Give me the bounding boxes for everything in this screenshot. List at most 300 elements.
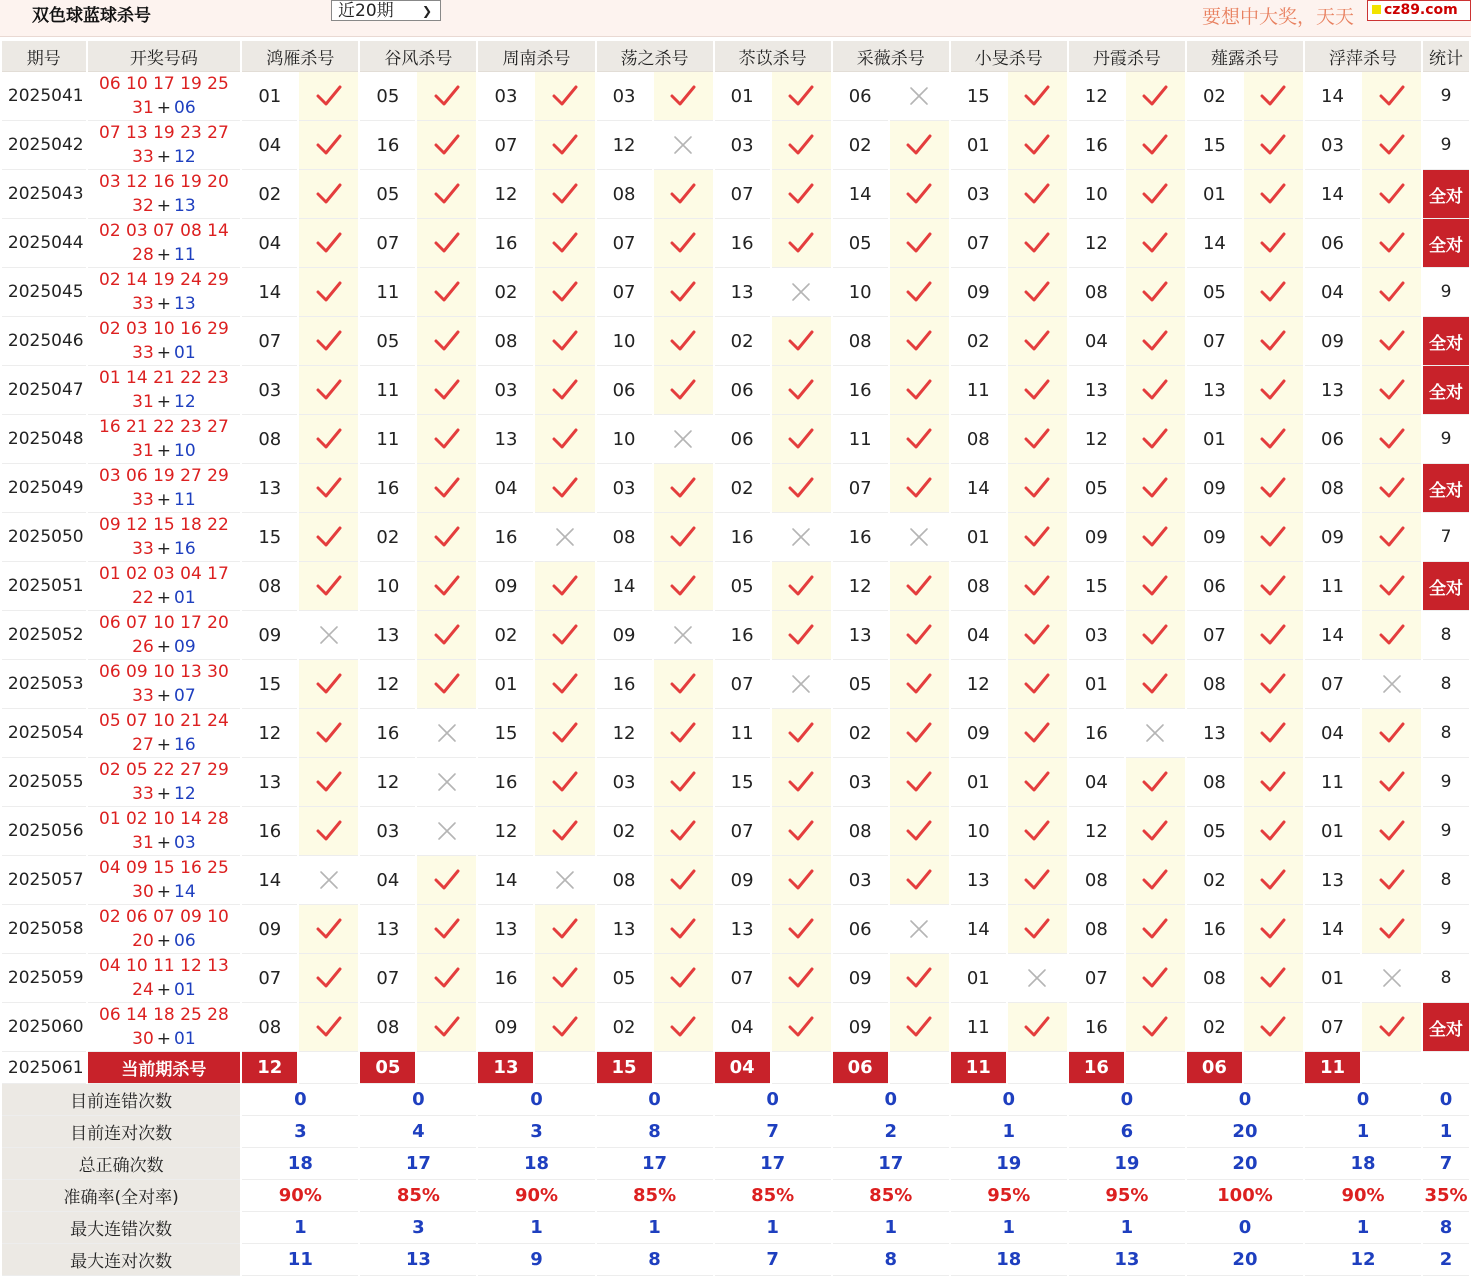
table-row [2, 562, 1469, 611]
current-kill-number: 05 [360, 1052, 415, 1084]
check-icon [1126, 317, 1185, 366]
blue-ball: 01 [174, 588, 196, 608]
check-icon [1126, 1003, 1185, 1052]
red-ball-6: 33 [132, 539, 154, 559]
check-icon [1244, 219, 1303, 268]
kill-number: 03 [833, 758, 888, 807]
check-icon [772, 562, 831, 611]
kill-number: 05 [360, 317, 415, 366]
current-kill-blank [890, 1052, 949, 1084]
kill-number: 08 [242, 562, 297, 611]
check-icon [1362, 219, 1421, 268]
kill-number: 14 [833, 170, 888, 219]
summary-label: 目前连错次数 [2, 1084, 240, 1116]
kill-number: 16 [833, 366, 888, 415]
plus-sign: + [156, 294, 172, 314]
cross-icon [890, 513, 949, 562]
period-cell: 2025049 [2, 464, 86, 513]
period-cell: 2025045 [2, 268, 86, 317]
summary-label: 总正确次数 [2, 1148, 240, 1180]
period-cell: 2025052 [2, 611, 86, 660]
summary-value: 0 [715, 1084, 831, 1116]
table-row [2, 905, 1469, 954]
current-kill-number: 16 [1069, 1052, 1124, 1084]
draw-line-2 [88, 488, 241, 512]
check-icon [1244, 709, 1303, 758]
check-icon [1008, 415, 1067, 464]
check-icon [299, 709, 358, 758]
draw-line-2 [88, 782, 241, 806]
plus-sign: + [156, 98, 172, 118]
period-cell: 2025059 [2, 954, 86, 1003]
check-icon [1244, 856, 1303, 905]
kill-number: 15 [715, 758, 770, 807]
summary-value: 1 [1423, 1116, 1469, 1148]
check-icon [299, 464, 358, 513]
check-icon [772, 415, 831, 464]
kill-number: 09 [715, 856, 770, 905]
stat-cell: 9 [1423, 807, 1469, 856]
check-icon [1362, 1003, 1421, 1052]
plus-sign: + [156, 245, 172, 265]
check-icon [535, 1003, 594, 1052]
check-icon [1126, 807, 1185, 856]
summary-value: 0 [1423, 1084, 1469, 1116]
check-icon [417, 562, 476, 611]
current-stat-blank [1423, 1052, 1469, 1084]
plus-sign: + [156, 490, 172, 510]
current-kill-number: 12 [242, 1052, 297, 1084]
period-cell: 2025041 [2, 72, 86, 121]
draw-line-2 [88, 243, 241, 267]
check-icon [1008, 660, 1067, 709]
stat-cell: 全对 [1423, 366, 1469, 415]
kill-number: 08 [597, 513, 652, 562]
kill-number: 14 [1305, 72, 1360, 121]
kill-number: 16 [360, 709, 415, 758]
check-icon [417, 611, 476, 660]
check-icon [890, 464, 949, 513]
check-icon [890, 268, 949, 317]
kill-number: 01 [1069, 660, 1124, 709]
plus-sign: + [156, 343, 172, 363]
red-ball-6: 31 [132, 833, 154, 853]
plus-sign: + [156, 637, 172, 657]
current-kill-blank [535, 1052, 594, 1084]
red-balls-line-1: 02 03 10 16 29 [99, 319, 229, 339]
kill-number: 12 [242, 709, 297, 758]
summary-value: 7 [1423, 1148, 1469, 1180]
check-icon [417, 72, 476, 121]
draw-line-2 [88, 194, 241, 218]
check-icon [535, 709, 594, 758]
stat-cell: 全对 [1423, 562, 1469, 611]
red-ball-6: 26 [132, 637, 154, 657]
check-icon [654, 660, 713, 709]
kill-number: 02 [597, 1003, 652, 1052]
slogan-text: 要想中大奖，天天 [1202, 6, 1355, 28]
draw-numbers [88, 954, 241, 1003]
check-icon [1244, 415, 1303, 464]
red-ball-6: 33 [132, 294, 154, 314]
kill-number: 04 [951, 611, 1006, 660]
top-bar [0, 0, 1471, 37]
summary-value: 17 [360, 1148, 476, 1180]
check-icon [1362, 856, 1421, 905]
check-icon [1244, 464, 1303, 513]
check-icon [890, 366, 949, 415]
draw-numbers [88, 758, 241, 807]
kill-number: 07 [951, 219, 1006, 268]
kill-number: 15 [1187, 121, 1242, 170]
kill-number: 06 [1305, 219, 1360, 268]
blue-ball: 11 [174, 490, 196, 510]
draw-numbers [88, 709, 241, 758]
kill-number: 03 [1069, 611, 1124, 660]
site-badge[interactable] [1367, 0, 1471, 21]
check-icon [772, 611, 831, 660]
summary-value: 95% [1069, 1180, 1185, 1212]
kill-number: 08 [1069, 856, 1124, 905]
summary-value: 0 [1305, 1084, 1421, 1116]
kill-number: 02 [478, 611, 533, 660]
check-icon [654, 317, 713, 366]
kill-number: 05 [360, 170, 415, 219]
kill-number: 08 [951, 415, 1006, 464]
check-icon [299, 170, 358, 219]
red-balls-line-1: 09 12 15 18 22 [99, 515, 229, 535]
kill-number: 12 [1069, 219, 1124, 268]
kill-number: 04 [1069, 758, 1124, 807]
check-icon [1362, 415, 1421, 464]
summary-value: 0 [1069, 1084, 1185, 1116]
summary-value: 3 [242, 1116, 358, 1148]
check-icon [772, 954, 831, 1003]
plus-sign: + [156, 686, 172, 706]
kill-number: 12 [478, 807, 533, 856]
kill-number: 16 [478, 513, 533, 562]
check-icon [1126, 611, 1185, 660]
blue-ball: 01 [174, 1029, 196, 1049]
plus-sign: + [156, 882, 172, 902]
check-icon [417, 170, 476, 219]
check-icon [417, 905, 476, 954]
kill-number: 09 [478, 1003, 533, 1052]
site-link: cz89.com [1384, 2, 1458, 18]
check-icon [890, 856, 949, 905]
red-ball-6: 28 [132, 245, 154, 265]
kill-number: 13 [478, 905, 533, 954]
check-icon [890, 317, 949, 366]
table-row [2, 954, 1469, 1003]
kill-number: 05 [1069, 464, 1124, 513]
kill-number: 07 [1305, 1003, 1360, 1052]
current-kill-blank [417, 1052, 476, 1084]
kill-number: 14 [478, 856, 533, 905]
cross-icon [417, 807, 476, 856]
red-ball-6: 31 [132, 392, 154, 412]
plus-sign: + [156, 588, 172, 608]
table-row [2, 807, 1469, 856]
summary-row [2, 1212, 1469, 1244]
draw-numbers [88, 121, 241, 170]
summary-value: 1 [1305, 1212, 1421, 1244]
period-cell: 2025050 [2, 513, 86, 562]
summary-row [2, 1244, 1469, 1276]
kill-number: 07 [833, 464, 888, 513]
draw-numbers [88, 366, 241, 415]
draw-line-2 [88, 978, 241, 1002]
current-kill-number: 04 [715, 1052, 770, 1084]
kill-number: 07 [597, 268, 652, 317]
check-icon [1244, 317, 1303, 366]
check-icon [535, 562, 594, 611]
summary-label: 最大连错次数 [2, 1212, 240, 1244]
check-icon [890, 1003, 949, 1052]
summary-value: 3 [360, 1212, 476, 1244]
summary-value: 0 [1187, 1084, 1303, 1116]
kill-number: 08 [1069, 905, 1124, 954]
table-row [2, 856, 1469, 905]
check-icon [1008, 758, 1067, 807]
kill-number: 14 [1305, 611, 1360, 660]
current-period [2, 1052, 1469, 1084]
draw-numbers [88, 513, 241, 562]
current-kill-blank [772, 1052, 831, 1084]
period-cell: 2025047 [2, 366, 86, 415]
kill-number: 01 [715, 72, 770, 121]
red-balls-line-1: 04 09 15 16 25 [99, 858, 229, 878]
cross-icon [654, 611, 713, 660]
kill-number: 02 [478, 268, 533, 317]
column-header: 苶苡杀号 [715, 41, 831, 72]
current-row [2, 1052, 1469, 1084]
cross-icon [1126, 709, 1185, 758]
period-cell: 2025042 [2, 121, 86, 170]
cross-icon [772, 660, 831, 709]
period-cell: 2025058 [2, 905, 86, 954]
cross-icon [1008, 954, 1067, 1003]
check-icon [417, 415, 476, 464]
check-icon [1126, 268, 1185, 317]
check-icon [772, 1003, 831, 1052]
kill-number: 16 [715, 513, 770, 562]
plus-sign: + [156, 735, 172, 755]
summary-value: 90% [242, 1180, 358, 1212]
cross-icon [417, 758, 476, 807]
kill-number: 16 [1069, 1003, 1124, 1052]
kill-number: 04 [715, 1003, 770, 1052]
check-icon [1126, 562, 1185, 611]
column-header: 采薇杀号 [833, 41, 949, 72]
summary-value: 1 [833, 1212, 949, 1244]
check-icon [1126, 905, 1185, 954]
cross-icon [1362, 954, 1421, 1003]
kill-number: 07 [597, 219, 652, 268]
check-icon [772, 758, 831, 807]
summary-value: 18 [951, 1244, 1067, 1276]
draw-line-2 [88, 537, 241, 561]
kill-number: 03 [597, 758, 652, 807]
draw-line-2 [88, 831, 241, 855]
table-row [2, 121, 1469, 170]
current-kill-label: 当前期杀号 [88, 1052, 241, 1084]
check-icon [299, 758, 358, 807]
blue-ball: 01 [174, 343, 196, 363]
kill-number: 07 [1305, 660, 1360, 709]
kill-number: 16 [478, 954, 533, 1003]
summary-value: 2 [1423, 1244, 1469, 1276]
kill-number: 09 [1187, 513, 1242, 562]
check-icon [1126, 366, 1185, 415]
kill-number: 04 [1069, 317, 1124, 366]
check-icon [1008, 219, 1067, 268]
stat-cell: 8 [1423, 709, 1469, 758]
check-icon [1244, 366, 1303, 415]
check-icon [417, 954, 476, 1003]
red-balls-line-1: 03 12 16 19 20 [99, 172, 229, 192]
check-icon [417, 660, 476, 709]
draw-numbers [88, 660, 241, 709]
kill-number: 09 [1187, 464, 1242, 513]
kill-number: 16 [478, 219, 533, 268]
red-ball-6: 32 [132, 196, 154, 216]
kill-number: 14 [951, 905, 1006, 954]
current-kill-number: 15 [597, 1052, 652, 1084]
red-ball-6: 31 [132, 441, 154, 461]
kill-number: 03 [597, 464, 652, 513]
blue-ball: 13 [174, 196, 196, 216]
check-icon [890, 121, 949, 170]
kill-number: 01 [1305, 807, 1360, 856]
check-icon [1244, 513, 1303, 562]
check-icon [654, 562, 713, 611]
check-icon [1362, 268, 1421, 317]
draw-line-2 [88, 929, 241, 953]
check-icon [299, 513, 358, 562]
red-ball-6: 24 [132, 980, 154, 1000]
summary-label: 最大连对次数 [2, 1244, 240, 1276]
blue-ball: 12 [174, 392, 196, 412]
check-icon [1244, 905, 1303, 954]
summary-value: 1 [951, 1116, 1067, 1148]
kill-number: 12 [360, 660, 415, 709]
check-icon [1244, 611, 1303, 660]
stat-cell: 全对 [1423, 464, 1469, 513]
draw-numbers [88, 170, 241, 219]
kill-number: 15 [478, 709, 533, 758]
kill-number: 10 [1069, 170, 1124, 219]
plus-sign: + [156, 833, 172, 853]
kill-number: 04 [478, 464, 533, 513]
check-icon [890, 611, 949, 660]
draw-numbers [88, 415, 241, 464]
check-icon [1126, 121, 1185, 170]
summary-value: 85% [833, 1180, 949, 1212]
cross-icon [535, 856, 594, 905]
blue-ball: 09 [174, 637, 196, 657]
check-icon [1244, 170, 1303, 219]
summary-value: 0 [360, 1084, 476, 1116]
check-icon [772, 807, 831, 856]
kill-number: 13 [951, 856, 1006, 905]
kill-number: 04 [242, 121, 297, 170]
cross-icon [890, 905, 949, 954]
stat-cell: 9 [1423, 415, 1469, 464]
kill-number: 15 [1069, 562, 1124, 611]
summary-value: 90% [478, 1180, 594, 1212]
summary-value: 3 [478, 1116, 594, 1148]
column-header: 统计 [1423, 41, 1469, 72]
column-header: 开奖号码 [88, 41, 241, 72]
summary-value: 20 [1187, 1148, 1303, 1180]
summary-value: 18 [478, 1148, 594, 1180]
table-row [2, 219, 1469, 268]
draw-line-2 [88, 145, 241, 169]
kill-number: 06 [833, 905, 888, 954]
period-select[interactable] [331, 0, 441, 21]
kill-number: 16 [715, 219, 770, 268]
draw-numbers [88, 268, 241, 317]
check-icon [1008, 611, 1067, 660]
kill-number: 01 [951, 954, 1006, 1003]
kill-number: 06 [1187, 562, 1242, 611]
table-row [2, 758, 1469, 807]
kill-number: 05 [715, 562, 770, 611]
check-icon [417, 856, 476, 905]
draw-line-2 [88, 341, 241, 365]
summary-value: 20 [1187, 1116, 1303, 1148]
table-row [2, 1003, 1469, 1052]
cross-icon [1362, 660, 1421, 709]
check-icon [890, 807, 949, 856]
current-kill-blank [299, 1052, 358, 1084]
kill-number: 11 [360, 268, 415, 317]
kill-number: 03 [478, 72, 533, 121]
kill-number: 07 [715, 660, 770, 709]
red-ball-6: 33 [132, 147, 154, 167]
kill-number: 09 [1305, 317, 1360, 366]
summary-value: 90% [1305, 1180, 1421, 1212]
draw-line-2 [88, 292, 241, 316]
table-row [2, 464, 1469, 513]
kill-number: 02 [1187, 72, 1242, 121]
kill-number: 14 [242, 856, 297, 905]
kill-number: 03 [715, 121, 770, 170]
kill-table [0, 41, 1471, 1276]
summary-value: 20 [1187, 1244, 1303, 1276]
check-icon [1362, 513, 1421, 562]
check-icon [417, 219, 476, 268]
summary-value: 0 [1187, 1212, 1303, 1244]
kill-number: 16 [360, 121, 415, 170]
table-row [2, 317, 1469, 366]
summary-value: 1 [1305, 1116, 1421, 1148]
kill-number: 07 [715, 954, 770, 1003]
summary-value: 85% [360, 1180, 476, 1212]
kill-number: 05 [360, 72, 415, 121]
kill-number: 04 [242, 219, 297, 268]
kill-number: 13 [360, 905, 415, 954]
check-icon [1244, 1003, 1303, 1052]
check-icon [299, 1003, 358, 1052]
check-icon [535, 219, 594, 268]
red-ball-6: 33 [132, 490, 154, 510]
kill-number: 08 [1187, 954, 1242, 1003]
red-balls-line-1: 01 02 10 14 28 [99, 809, 229, 829]
summary-value: 0 [242, 1084, 358, 1116]
check-icon [299, 562, 358, 611]
